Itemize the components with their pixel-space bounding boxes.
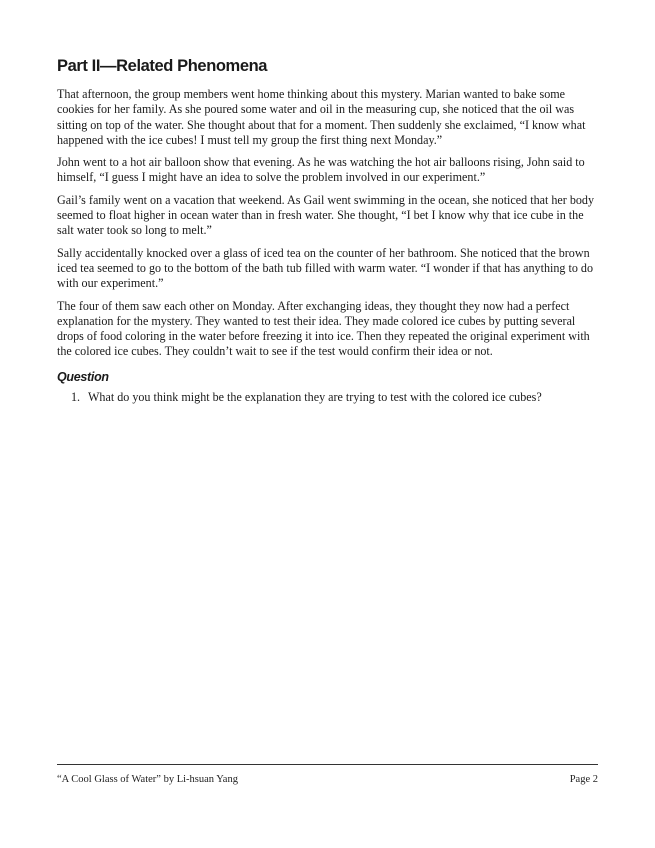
question-item — [57, 390, 598, 405]
footer-divider — [57, 764, 598, 765]
question-heading: Question — [57, 369, 109, 384]
question-text: What do you think might be the explanation they are trying to test with the colored ice cubes? — [88, 390, 542, 405]
footer — [57, 774, 598, 785]
paragraph-marian: That afternoon, the group members went home thinking about this mystery. Marian wanted to bake some cookies for her family. As she poured some water and oil in the measuring cup, she noticed that the oil was sitting on top of the water. She thought about that for a moment. Then suddenly she exclaimed, “I know what happened with the ice cubes! I must tell my group the first thing next Monday.” — [57, 87, 586, 147]
paragraph-gail: Gail’s family went on a vacation that weekend. As Gail went swimming in the ocean, she noticed that her body seemed to float higher in ocean water than in fresh water. She thought, “I bet I know why that ice cube in the salt water took so long to melt.” — [57, 192, 595, 238]
question-list — [57, 390, 598, 405]
document-page — [57, 0, 598, 848]
paragraph-john: John went to a hot air balloon show that evening. As he was watching the hot air balloons rising, John said to himself, “I guess I might have an idea to solve the problem involved in our experiment.” — [57, 155, 585, 185]
footer-citation: “A Cool Glass of Water” by Li-hsuan Yang — [57, 774, 238, 785]
page-number: Page 2 — [569, 774, 598, 785]
section-title: Part II—Related Phenomena — [57, 57, 268, 75]
paragraph-monday: The four of them saw each other on Monday. After exchanging ideas, they thought they now had a perfect explanation for the mystery. They wanted to test their idea. They made colored ice cubes by putting several drops of food coloring in the water before freezing it into ice. Then they repeated the original experiment with the colored ice cubes. They couldn’t wait to see if the test would confirm their idea or not. — [57, 298, 590, 359]
body-text — [57, 87, 598, 405]
question-number: 1. — [71, 390, 81, 405]
paragraph-sally: Sally accidentally knocked over a glass of iced tea on the counter of her bathroom. She noticed that the brown iced tea seemed to go to the bottom of the bath tub filled with warm water. “I wonder if that has anything to do with our experiment.” — [57, 245, 594, 291]
